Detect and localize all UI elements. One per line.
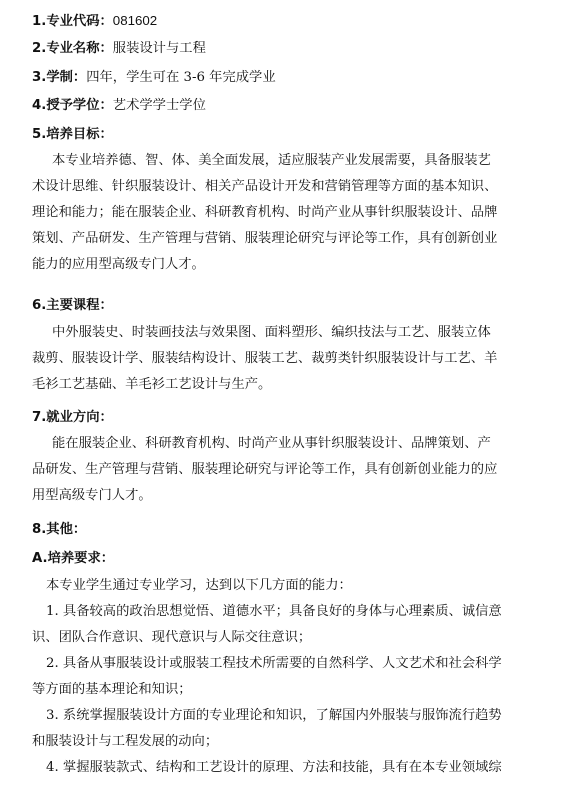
field-duration bbox=[32, 69, 276, 87]
field-degree-number: 4. bbox=[32, 98, 47, 113]
requirements-line: 识、团队合作意识、现代意识与人际交往意识； bbox=[32, 630, 312, 645]
requirements-line: 3. 系统掌握服装设计方面的专业理论和知识，了解国内外服装与服饰流行趋势 bbox=[46, 708, 502, 723]
requirements-line: 和服装设计与工程发展的动向； bbox=[32, 734, 219, 749]
courses-line: 毛衫工艺基础、羊毛衫工艺设计与生产。 bbox=[32, 377, 272, 392]
field-degree bbox=[32, 97, 206, 115]
employment-paragraph bbox=[32, 431, 546, 509]
field-name bbox=[32, 40, 206, 58]
field-name-value: 服装设计与工程 bbox=[112, 41, 206, 56]
field-code-label: 专业代码： bbox=[46, 14, 113, 29]
employment-line: 能在服装企业、科研教育机构、时尚产业从事针织服装设计、品牌策划、产 bbox=[52, 436, 491, 451]
field-name-number: 2. bbox=[32, 41, 47, 56]
field-duration-value: 四年，学生可在 3-6 年完成学业 bbox=[86, 70, 276, 85]
goals-line: 术设计思维、针织服装设计、相关产品设计开发和营销管理等方面的基本知识、 bbox=[32, 179, 498, 194]
courses-heading: 6.主要课程： bbox=[32, 298, 113, 313]
courses-paragraph bbox=[32, 320, 546, 398]
requirements-line: 4. 掌握服装款式、结构和工艺设计的原理、方法和技能，具有在本专业领域综 bbox=[46, 760, 502, 775]
employment-line: 用型高级专门人才。 bbox=[32, 488, 152, 503]
requirements-heading: A.培养要求： bbox=[32, 551, 115, 566]
field-degree-value: 艺术学学士学位 bbox=[112, 98, 206, 113]
goals-line: 本专业培养德、智、体、美全面发展，适应服装产业发展需要，具备服装艺 bbox=[52, 153, 491, 168]
field-duration-label: 学制： bbox=[46, 70, 87, 85]
requirements-line: 等方面的基本理论和知识； bbox=[32, 682, 192, 697]
field-name-label: 专业名称： bbox=[46, 41, 113, 56]
field-code bbox=[32, 12, 157, 31]
other-heading: 8.其他： bbox=[32, 522, 87, 537]
employment-line: 品研发、生产管理与营销、服装理论研究与评论等工作，具有创新创业能力的应 bbox=[32, 462, 498, 477]
field-code-number: 1. bbox=[32, 14, 47, 29]
requirements-line: 2. 具备从事服装设计或服装工程技术所需要的自然科学、人文艺术和社会科学 bbox=[46, 656, 502, 671]
courses-line: 中外服装史、时装画技法与效果图、面料塑形、编织技法与工艺、服装立体 bbox=[52, 325, 491, 340]
courses-line: 裁剪、服装设计学、服装结构设计、服装工艺、裁剪类针织服装设计与工艺、羊 bbox=[32, 351, 498, 366]
employment-heading: 7.就业方向： bbox=[32, 410, 113, 425]
goals-paragraph bbox=[32, 148, 546, 278]
field-code-value: 081602 bbox=[112, 13, 158, 28]
field-degree-label: 授予学位： bbox=[46, 98, 113, 113]
goals-heading: 5.培养目标： bbox=[32, 127, 113, 142]
goals-line: 策划、产品研发、生产管理与营销、服装理论研究与评论等工作，具有创新创业 bbox=[32, 231, 498, 246]
field-duration-number: 3. bbox=[32, 70, 47, 85]
requirements-line: 本专业学生通过专业学习，达到以下几方面的能力： bbox=[46, 578, 352, 593]
goals-line: 能力的应用型高级专门人才。 bbox=[32, 257, 205, 272]
goals-line: 理论和能力；能在服装企业、科研教育机构、时尚产业从事针织服装设计、品牌 bbox=[32, 205, 498, 220]
requirements-line: 1. 具备较高的政治思想觉悟、道德水平；具备良好的身体与心理素质、诚信意 bbox=[46, 604, 502, 619]
requirements-paragraph bbox=[32, 573, 546, 781]
